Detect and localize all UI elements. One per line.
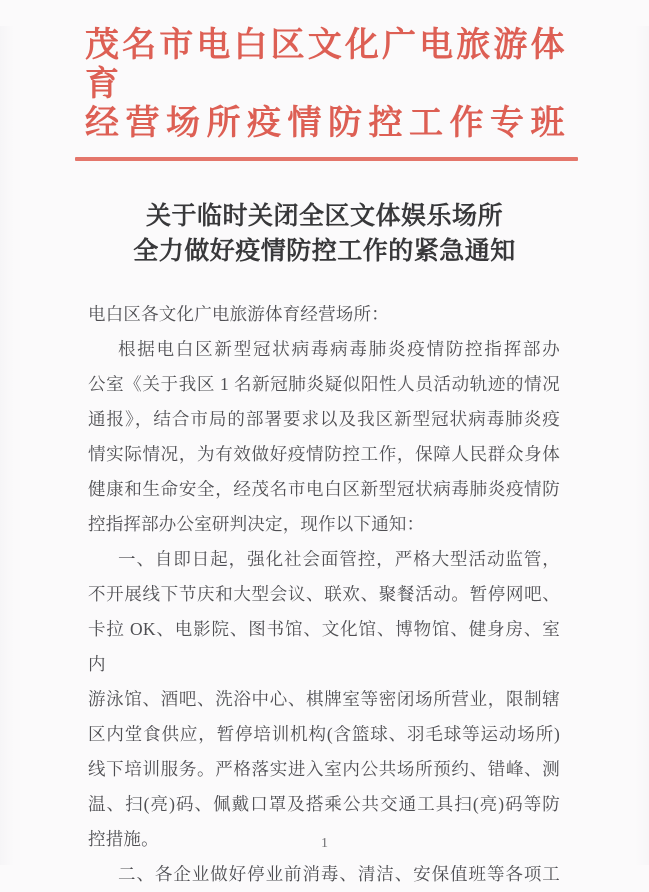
- body-line: 健康和生命安全，经茂名市电白区新型冠状病毒肺炎疫情防: [88, 479, 560, 499]
- body-line: 区内堂食供应，暂停培训机构(含篮球、羽毛球等运动场所): [88, 724, 560, 744]
- body-line: 公室《关于我区 1 名新冠肺炎疑似阳性人员活动轨迹的情况: [88, 374, 560, 394]
- body-line: 一、自即日起，强化社会面管控，严格大型活动监管，: [118, 549, 560, 569]
- title-line-1: 关于临时关闭全区文体娱乐场所: [145, 203, 503, 230]
- body-line: 控指挥部办公室研判决定，现作以下通知：: [88, 514, 425, 534]
- document-page: [0, 26, 649, 884]
- body-line: 游泳馆、酒吧、洗浴中心、棋牌室等密闭场所营业，限制辖: [88, 689, 560, 709]
- body-line: 情实际情况，为有效做好疫情防控工作，保障人民群众身体: [88, 444, 560, 464]
- document-title: [0, 199, 649, 269]
- body-line: 线下培训服务。严格落实进入室内公共场所预约、错峰、测: [88, 759, 560, 779]
- body-line: 不开展线下节庆和大型会议、联欢、聚餐活动。暂停网吧、: [88, 584, 560, 604]
- salutation: 电白区各文化广电旅游体育经营场所：: [88, 304, 389, 324]
- letterhead-divider: [75, 157, 578, 161]
- letterhead: [85, 26, 565, 143]
- body-line: 控措施。: [88, 829, 159, 849]
- letterhead-line-1: 茂名市电白区文化广电旅游体育: [85, 27, 565, 103]
- body-line: 二、各企业做好停业前消毒、清洁、安保值班等各项工: [118, 864, 560, 884]
- body-line: 根据电白区新型冠状病毒病毒肺炎疫情防控指挥部办: [118, 339, 560, 359]
- letterhead-line-2: 经营场所疫情防控工作专班: [85, 105, 565, 142]
- body-line: 卡拉 OK、电影院、图书馆、文化馆、博物馆、健身房、室内: [88, 619, 560, 674]
- page-number: 1: [321, 836, 328, 851]
- body-line: 通报》，结合市局的部署要求以及我区新型冠状病毒肺炎疫: [88, 409, 560, 429]
- body-line: 温、扫(亮)码、佩戴口罩及搭乘公共交通工具扫(亮)码等防: [88, 794, 560, 814]
- title-line-2: 全力做好疫情防控工作的紧急通知: [133, 238, 516, 265]
- document-body: [0, 297, 649, 892]
